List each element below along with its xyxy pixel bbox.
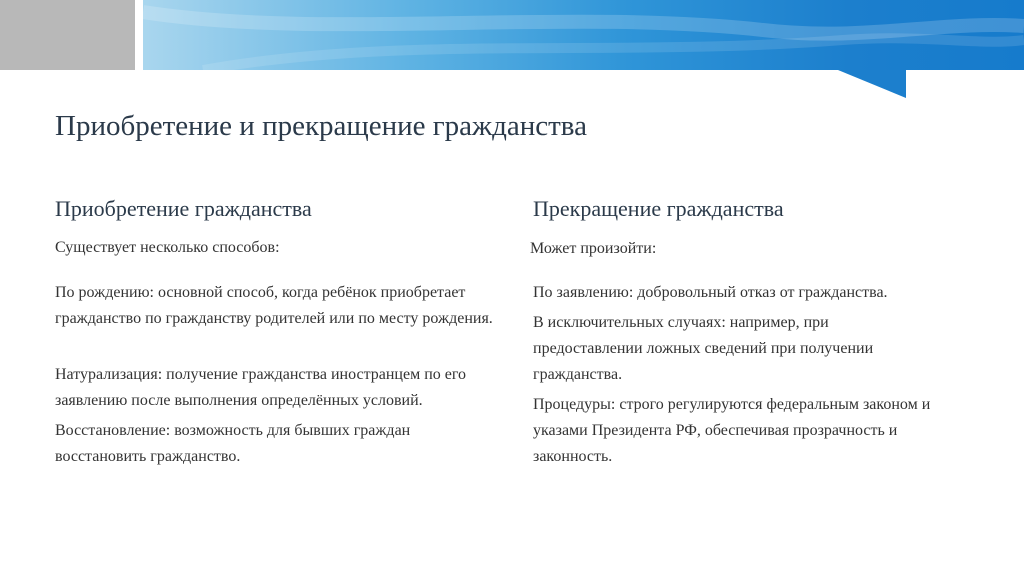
right-item-procedures: Процедуры: строго регулируются федеральным законом и указами Президента РФ, обеспечивая прозрачность и законность. [533, 396, 931, 465]
header-tab-shape [0, 0, 1024, 100]
slide-title: Приобретение и прекращение гражданства [55, 110, 587, 142]
right-item-exceptional-cases: В исключительных случаях: например, при предоставлении ложных сведений при получении гражданства. [533, 314, 874, 383]
right-column-heading: Прекращение гражданства [533, 196, 784, 221]
left-item-naturalization: Натурализация: получение гражданства иностранцем по его заявлению после выполнения определённых условий. [55, 366, 467, 409]
right-column-intro: Может произойти: [530, 240, 657, 257]
left-column-intro: Существует несколько способов: [55, 239, 280, 256]
left-column-heading: Приобретение гражданства [55, 196, 312, 221]
right-item-application: По заявлению: добровольный отказ от гражданства. [533, 284, 888, 301]
left-item-restoration: Восстановление: возможность для бывших граждан восстановить гражданство. [55, 422, 411, 465]
left-item-birth: По рождению: основной способ, когда ребёнок приобретает гражданство по гражданству родителей или по месту рождения. [55, 284, 493, 327]
